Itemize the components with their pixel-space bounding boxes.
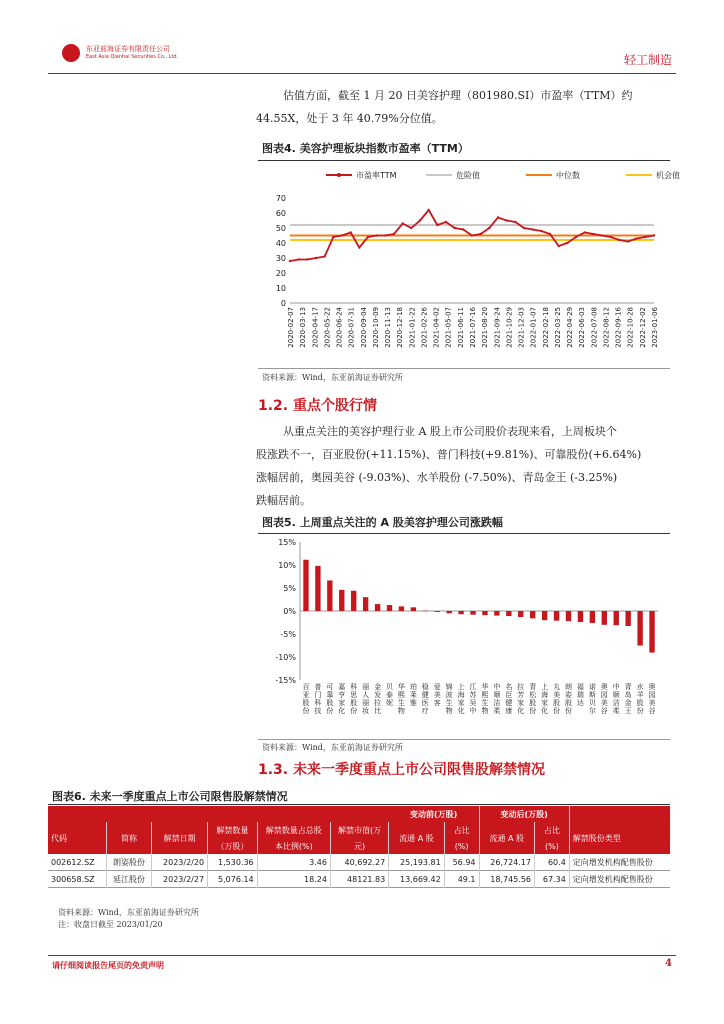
pe-point [427,209,429,211]
bar [554,611,559,621]
x-tick-label: 2022-12-02 [638,307,647,348]
x-tick-label: 2021-02-26 [420,307,429,348]
bar [470,611,475,615]
pe-point [635,237,637,239]
y-tick-label: 40 [275,239,286,248]
cell-ratio: 18.24 [257,871,330,888]
x-tick-label: 2021-06-11 [456,307,465,348]
lockup-table [48,806,670,888]
bar [315,566,320,611]
category-label: 珀莱雅 [409,683,417,707]
category-label: 普门科技 [314,683,322,715]
cell-code: 300658.SZ [48,871,106,888]
y-tick-label: 5% [283,584,296,593]
cell-float-before: 25,193.81 [389,854,445,871]
y-tick-label: 20 [275,269,286,278]
x-tick-label: 2020-02-07 [287,307,295,348]
category-label: 水羊股份 [636,683,644,715]
pe-point [349,231,351,233]
cell-qty: 1,530.36 [208,854,258,871]
pe-point [297,258,299,260]
category-label: 青松股份 [529,683,537,715]
company-logo-icon [62,44,80,62]
x-tick-label: 2022-03-25 [553,307,562,348]
intro-line-2: 44.55X，处于 3 年 40.79%分位值。 [256,112,443,125]
pe-point [479,233,481,235]
pe-point [592,233,594,235]
category-label: 中顺洁柔 [612,683,620,715]
fig5-source: 资料来源：Wind，东亚前海证券研究所 [262,743,403,752]
y-tick-label: 70 [275,194,286,203]
section-1-2-para-3: 涨幅居前，奥园美谷 (-9.03%)、水羊股份 (-7.50%)、青岛金王 (-3.25%) [256,471,618,484]
section-1-2-para-4: 跌幅居前。 [256,494,311,507]
fig4-title: 图表4. 美容护理板块指数市盈率（TTM） [262,142,469,155]
pe-point [341,234,343,236]
col-name: 简称 [106,822,151,854]
x-tick-label: 2022-04-29 [566,307,575,348]
bar [351,591,356,611]
header-divider [48,73,676,74]
category-label: 奥园美谷 [600,683,608,715]
x-tick-label: 2020-06-24 [335,307,344,348]
pe-point [618,239,620,241]
fig6-source: 资料来源：Wind，东亚前海证券研究所 [58,908,199,917]
pe-point [384,234,386,236]
bar [506,611,511,616]
cell-type: 定向增发机构配售股份 [572,857,653,867]
col-code: 代码 [48,822,106,854]
pe-point [306,258,308,260]
fig5-bottom-rule [258,739,670,740]
pe-point [566,242,568,244]
pe-point [540,230,542,232]
cell-name: 朗姿股份 [106,854,151,871]
pe-point [488,227,490,229]
fig4-source: 资料来源：Wind，东亚前海证券研究所 [262,373,403,382]
bar [614,611,619,625]
col-pct-after: 占比 [535,822,570,838]
table-row [48,854,670,871]
col-value-unit: 元) [330,838,388,854]
intro-line-1: 估值方面，截至 1 月 20 日美容护理（801980.SI）市盈率（TTM）约 [283,89,633,102]
legend-label-1: 危险值 [456,171,480,180]
pe-point [505,219,507,221]
bar [602,611,607,625]
x-tick-label: 2022-02-18 [541,307,550,348]
bar [566,611,571,621]
table-row [48,871,670,888]
legend-marker [337,173,341,177]
y-tick-label: 60 [275,209,286,218]
pe-point [523,227,525,229]
cell-qty: 5,076.14 [208,871,258,888]
pe-point [531,228,533,230]
bar [590,611,595,623]
bar [530,611,535,618]
pe-point [289,260,291,262]
category-label: 贝泰妮 [386,683,393,707]
pe-point [358,246,360,248]
category-label: 江苏吴中 [469,683,477,715]
cell-float-after: 26,724.17 [479,854,535,871]
pe-point [575,236,577,238]
x-tick-label: 2021-08-20 [481,307,490,348]
bar [339,590,344,611]
legend-label-2: 中位数 [556,171,580,180]
fig6-note: 注：收盘日截至 2023/01/20 [58,920,163,929]
x-tick-label: 2021-04-02 [432,307,441,348]
x-tick-label: 2020-07-31 [347,307,356,348]
pe-point [471,234,473,236]
bar [446,611,451,613]
bar [458,611,463,614]
bar [327,580,332,611]
x-tick-label: 2020-10-09 [371,307,380,348]
footer-divider [48,955,676,956]
y-tick-label: 0% [283,607,296,616]
x-tick-label: 2022-06-03 [578,307,587,348]
y-tick-label: 50 [275,224,286,233]
pe-point [375,234,377,236]
category-label: 爱美客 [433,683,441,707]
pe-point [453,227,455,229]
category-label: 稳健医疗 [421,683,429,715]
y-tick-label: 0 [280,299,286,308]
category-label: 诺斯贝尔 [588,683,596,715]
bar [649,611,654,653]
x-tick-label: 2021-10-29 [505,307,514,348]
category-label: 拉芳家化 [517,683,525,715]
y-tick-label: 10 [275,284,286,293]
cell-pct-after: 67.34 [535,871,570,888]
company-name-en: East Asia Qianhai Securities Co., Ltd. [86,54,179,60]
cell-date: 2023/2/27 [152,871,208,888]
bar [578,611,583,622]
pe-ttm-line-chart [258,164,680,364]
pe-point [601,234,603,236]
legend-label-3: 机会值 [656,171,680,180]
legend-label-0: 市盈率TTM [356,171,397,180]
pe-point [627,240,629,242]
x-tick-label: 2022-09-16 [614,307,623,348]
category-label: 可靠股份 [326,683,334,715]
bar [363,597,368,611]
category-label: 上海家化 [541,683,549,715]
fig6-title: 图表6. 未来一季度重点上市公司限售股解禁情况 [52,790,288,803]
bar [399,606,404,611]
cell-float-after: 18,745.56 [479,871,535,888]
x-tick-label: 2020-11-13 [384,307,393,348]
y-tick-label: 15% [278,538,296,547]
bar [482,611,487,615]
col-ratio: 解禁数量占总股 [257,822,330,838]
category-label: 华熙生物 [481,683,489,715]
group-before-header: 变动前(万股) [389,806,479,822]
cell-date: 2023/2/20 [152,854,208,871]
x-tick-label: 2021-01-22 [408,307,417,348]
category-label: 华熙生物 [397,683,405,715]
pe-point [462,228,464,230]
pe-point [436,224,438,226]
bar [411,607,416,611]
pe-point [514,221,516,223]
section-1-2-para-1: 从重点关注的美容护理行业 A 股上市公司股价表现来看，上周板块个 [283,425,617,438]
col-pct-before-unit: (%) [444,838,479,854]
bar [423,611,428,612]
cell-value: 40,692.27 [330,854,388,871]
category-label: 金发拉比 [374,683,382,715]
group-after-header: 变动后(万股) [479,806,569,822]
category-label: 上海家化 [457,683,465,715]
col-float-before: 流通 A 股 [389,822,445,854]
col-qty: 解禁数量 [208,822,258,838]
y-tick-label: -15% [275,676,296,685]
x-tick-label: 2021-09-24 [493,307,502,348]
category-label: 丽人丽妆 [362,683,370,715]
footer-disclaimer: 请仔细阅读报告尾页的免责声明 [52,961,164,970]
pe-point [419,219,421,221]
cell-name: 延江股份 [106,871,151,888]
pe-point [323,255,325,257]
fig6-title-rule [48,804,670,805]
pe-point [653,234,655,236]
col-date: 解禁日期 [152,822,208,854]
pe-point [549,233,551,235]
pe-point [609,236,611,238]
stock-change-bar-chart [258,535,670,735]
col-ratio-unit: 本比例(%) [257,838,330,854]
x-tick-label: 2022-07-08 [590,307,599,348]
y-tick-label: 30 [275,254,286,263]
category-label: 百亚股份 [302,683,310,715]
section-1-2-heading: 1.2. 重点个股行情 [258,398,377,414]
x-tick-label: 2023-01-06 [651,307,659,348]
x-tick-label: 2021-12-03 [517,307,526,348]
page-number: 4 [665,958,672,969]
table-group-header-row [48,806,670,822]
pe-point [445,221,447,223]
col-pct-after-unit: (%) [535,838,570,854]
fig4-title-rule [258,160,670,161]
cell-ratio: 3.46 [257,854,330,871]
pe-point [393,233,395,235]
cell-code: 002612.SZ [48,854,106,871]
col-type: 解禁股份类型 [572,833,621,843]
fig5-title-rule [258,533,670,534]
bar [387,605,392,611]
bar [625,611,630,626]
pe-point [367,236,369,238]
bar [494,611,499,616]
cell-pct-before: 49.1 [444,871,479,888]
cell-type: 定向增发机构配售股份 [572,874,653,884]
pe-point [497,216,499,218]
x-tick-label: 2021-05-07 [444,307,453,348]
x-tick-label: 2022-08-12 [602,307,611,348]
pe-point [332,236,334,238]
col-value: 解禁市值(万 [330,822,388,838]
lockup-table-wrapper [48,806,670,888]
company-name-cn: 东亚前海证券有限责任公司 [86,45,170,53]
x-tick-label: 2020-09-04 [359,307,368,348]
bar [542,611,547,620]
x-tick-label: 2020-04-17 [311,307,320,348]
x-tick-label: 2022-01-07 [529,307,538,348]
bar [637,611,642,646]
category-label: 锦波生物 [445,683,453,715]
cell-float-before: 13,669.42 [389,871,445,888]
x-tick-label: 2020-12-18 [396,307,405,348]
section-1-3-heading: 1.3. 未来一季度重点上市公司限售股解禁情况 [258,762,545,778]
x-tick-label: 2021-07-16 [469,307,477,348]
pe-point [583,231,585,233]
fig4-bottom-rule [258,368,670,369]
category-label: 科思股份 [350,683,358,715]
category-label: 奥园美谷 [648,683,656,715]
category-label: 青岛金王 [624,683,632,715]
pe-point [557,245,559,247]
pe-point [401,222,403,224]
bar [518,611,523,617]
bar [303,560,308,611]
x-tick-label: 2020-03-13 [299,307,308,348]
sector-label: 轻工制造 [623,53,672,67]
bar [435,611,440,612]
pe-point [644,236,646,238]
category-label: 朗姿股份 [565,683,572,715]
category-label: 嘉亨家化 [338,683,346,715]
pe-point [410,227,412,229]
col-pct-before: 占比 [444,822,479,838]
bar [375,604,380,611]
category-label: 名臣健康 [505,683,513,715]
category-label: 中顺洁柔 [493,683,501,715]
y-tick-label: -5% [280,630,296,639]
cell-value: 48121.83 [330,871,388,888]
col-float-after: 流通 A 股 [479,822,535,854]
col-qty-unit: （万股） [208,838,258,854]
cell-pct-before: 56.94 [444,854,479,871]
x-tick-label: 2020-05-22 [323,307,332,348]
category-label: 丸美股份 [553,683,561,715]
y-tick-label: -10% [275,653,296,662]
fig5-title: 图表5. 上周重点关注的 A 股美容护理公司涨跌幅 [262,516,503,529]
x-tick-label: 2022-10-28 [626,307,635,348]
cell-pct-after: 60.4 [535,854,570,871]
category-label: 福瑞达 [576,683,584,707]
table-header-row-1 [48,822,670,838]
y-tick-label: 10% [278,561,296,570]
section-1-2-para-2: 股涨跌不一，百亚股份(+11.15%)、普门科技(+9.81%)、可靠股份(+6.64%) [256,448,642,461]
pe-point [315,257,317,259]
